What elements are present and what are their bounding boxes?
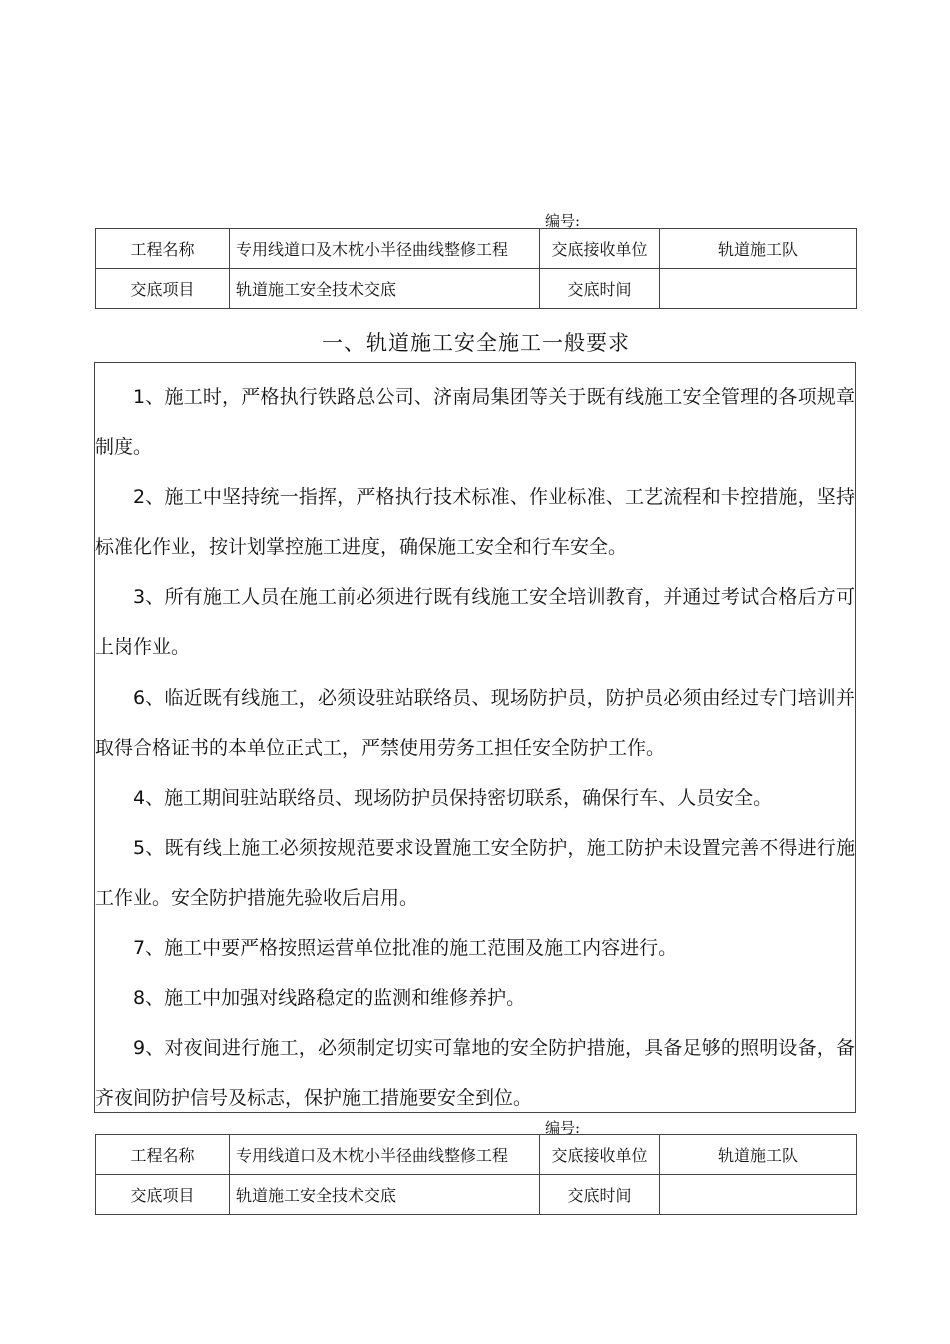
receiving-unit-value: 轨道施工队: [660, 229, 857, 269]
briefing-item-value: 轨道施工安全技术交底: [230, 269, 540, 309]
receiving-unit-label: 交底接收单位: [540, 1135, 660, 1175]
requirement-paragraph: 6、临近既有线施工，必须设驻站联络员、现场防护员，防护员必须由经过专门培训并取得合格证书的本单位正式工，严禁使用劳务工担任安全防护工作。: [95, 686, 855, 759]
project-name-label: 工程名称: [96, 229, 230, 269]
receiving-unit-value: 轨道施工队: [660, 1135, 857, 1175]
section-title: 一、轨道施工安全施工一般要求: [322, 331, 630, 355]
table-row: [96, 1135, 857, 1175]
receiving-unit-label: 交底接收单位: [540, 229, 660, 269]
requirement-paragraph: 3、所有施工人员在施工前必须进行既有线施工安全培训教育，并通过考试合格后方可上岗作业。: [95, 586, 855, 659]
table-row: [96, 1175, 857, 1215]
requirement-paragraph: 5、既有线上施工必须按规范要求设置施工安全防护，施工防护未设置完善不得进行施工作业。安全防护措施先验收后启用。: [95, 836, 855, 909]
table-row: [96, 229, 857, 269]
briefing-time-value: [660, 1175, 857, 1215]
briefing-item-value: 轨道施工安全技术交底: [230, 1175, 540, 1215]
briefing-time-label: 交底时间: [540, 269, 660, 309]
briefing-item-label: 交底项目: [96, 1175, 230, 1215]
serial-number-label: 编号:: [545, 1119, 581, 1137]
requirement-paragraph: 9、对夜间进行施工，必须制定切实可靠地的安全防护措施，具备足够的照明设备，备齐夜间防护信号及标志，保护施工措施要安全到位。: [95, 1037, 855, 1110]
requirements-box: [94, 362, 856, 1113]
requirement-paragraph: 2、施工中坚持统一指挥，严格执行技术标准、作业标准、工艺流程和卡控措施，坚持标准化作业，按计划掌控施工进度，确保施工安全和行车安全。: [95, 486, 855, 559]
project-name-value: 专用线道口及木枕小半径曲线整修工程: [230, 1135, 540, 1175]
briefing-time-value: [660, 269, 857, 309]
project-info-table-top: [95, 228, 857, 309]
table-row: [96, 269, 857, 309]
serial-number-label: 编号:: [545, 212, 581, 230]
requirement-paragraph: 8、施工中加强对线路稳定的监测和维修养护。: [133, 987, 526, 1010]
project-info-table-bottom: [95, 1134, 857, 1215]
requirement-paragraph: 7、施工中要严格按照运营单位批准的施工范围及施工内容进行。: [133, 937, 678, 960]
briefing-item-label: 交底项目: [96, 269, 230, 309]
requirement-paragraph: 4、施工期间驻站联络员、现场防护员保持密切联系，确保行车、人员安全。: [133, 786, 773, 809]
briefing-time-label: 交底时间: [540, 1175, 660, 1215]
project-name-value: 专用线道口及木枕小半径曲线整修工程: [230, 229, 540, 269]
requirement-paragraph: 1、施工时，严格执行铁路总公司、济南局集团等关于既有线施工安全管理的各项规章制度。: [95, 386, 855, 459]
project-name-label: 工程名称: [96, 1135, 230, 1175]
